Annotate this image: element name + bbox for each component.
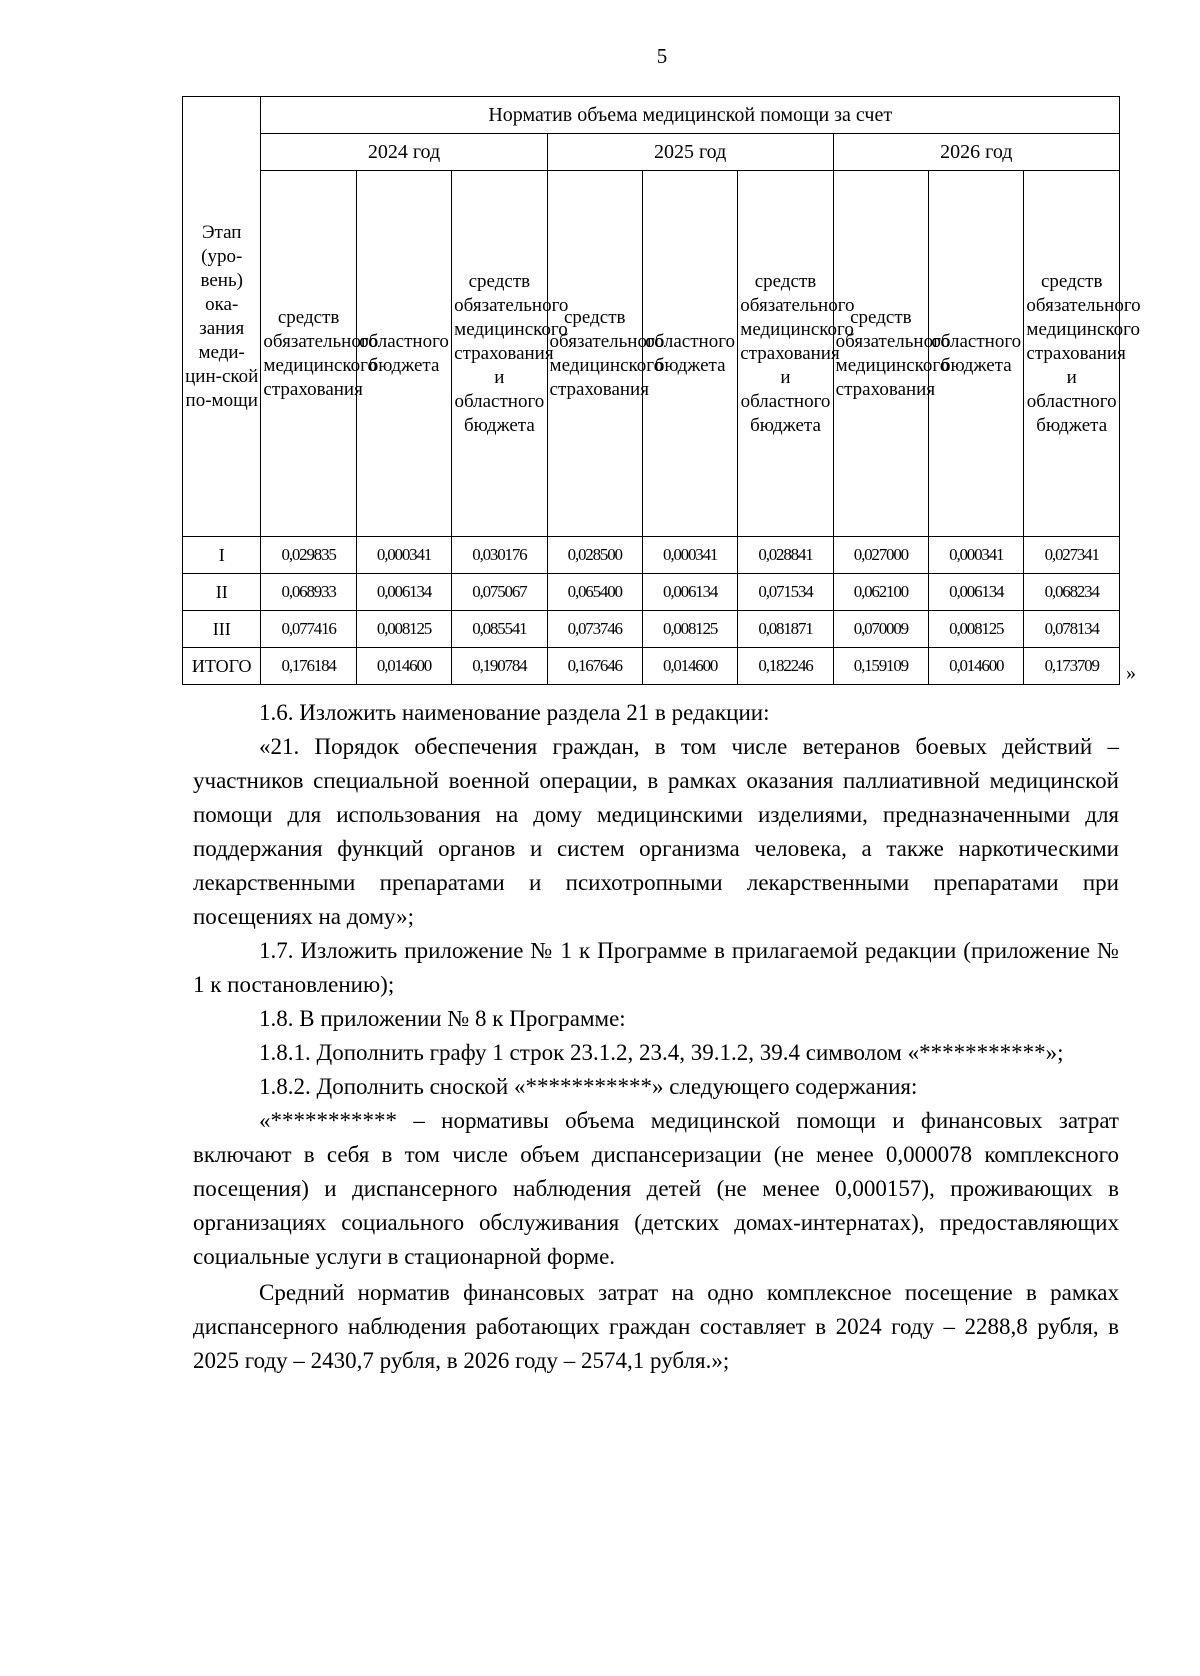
- stage-cell: ИТОГО: [183, 648, 261, 685]
- value-cell: 0,030176: [452, 537, 547, 574]
- sub-header-oms: средств обязательного медицинского страхования: [833, 171, 928, 537]
- sub-header-regional-budget: областного бюджета: [356, 171, 451, 537]
- paragraph: «*********** – нормативы объема медицинской помощи и финансовых затрат включают в себя в том числе объем диспансеризации (не менее 0,000078 комплексного посещения) и диспансерного наблюдения детей (не менее 0,000157), проживающих в организациях социального обслуживания (детских домах-интернатах), предоставляющих социальные услуги в стационарной форме.: [193, 1108, 1119, 1269]
- value-cell: 0,006134: [356, 574, 451, 611]
- paragraph: 1.8.2. Дополнить сноской «***********» следующего содержания:: [259, 1074, 918, 1099]
- value-cell: 0,070009: [833, 611, 928, 648]
- table-row-total: [183, 648, 1120, 685]
- paragraph: 1.8.1. Дополнить графу 1 строк 23.1.2, 23.4, 39.1.2, 39.4 символом «***********»;: [259, 1040, 1064, 1065]
- value-cell: 0,071534: [738, 574, 833, 611]
- stage-cell: I: [183, 537, 261, 574]
- value-cell: 0,000341: [356, 537, 451, 574]
- page-number: 5: [656, 44, 668, 68]
- sub-header-oms-and-budget: средств обязательного медицинского страхования и областного бюджета: [738, 171, 833, 537]
- value-cell: 0,008125: [356, 611, 451, 648]
- main-header: Норматив объема медицинской помощи за счет: [261, 97, 1120, 134]
- value-cell: 0,073746: [547, 611, 642, 648]
- value-cell: 0,014600: [356, 648, 451, 685]
- value-cell: 0,029835: [261, 537, 356, 574]
- value-cell: 0,000341: [642, 537, 737, 574]
- paragraph: 1.8. В приложении № 8 к Программе:: [259, 1006, 626, 1031]
- value-cell: 0,068933: [261, 574, 356, 611]
- value-cell: 0,078134: [1024, 611, 1120, 648]
- document-body: [193, 696, 1119, 1378]
- paragraph: 1.6. Изложить наименование раздела 21 в редакции:: [259, 700, 770, 725]
- value-cell: 0,159109: [833, 648, 928, 685]
- value-cell: 0,008125: [929, 611, 1024, 648]
- value-cell: 0,167646: [547, 648, 642, 685]
- normative-volume-table: [182, 96, 1141, 685]
- value-cell: 0,068234: [1024, 574, 1120, 611]
- stage-cell: II: [183, 574, 261, 611]
- year-header-2025: 2025 год: [547, 134, 833, 171]
- value-cell: 0,006134: [642, 574, 737, 611]
- stage-cell: III: [183, 611, 261, 648]
- value-cell: 0,006134: [929, 574, 1024, 611]
- value-cell: 0,000341: [929, 537, 1024, 574]
- sub-header-regional-budget: областного бюджета: [642, 171, 737, 537]
- table-row: [183, 611, 1120, 648]
- value-cell: 0,062100: [833, 574, 928, 611]
- sub-header-oms: средств обязательного медицинского страхования: [547, 171, 642, 537]
- value-cell: 0,173709: [1024, 648, 1120, 685]
- value-cell: 0,190784: [452, 648, 547, 685]
- value-cell: 0,077416: [261, 611, 356, 648]
- value-cell: 0,065400: [547, 574, 642, 611]
- value-cell: 0,028500: [547, 537, 642, 574]
- value-cell: 0,085541: [452, 611, 547, 648]
- value-cell: 0,075067: [452, 574, 547, 611]
- value-cell: 0,027341: [1024, 537, 1120, 574]
- paragraph: 1.7. Изложить приложение № 1 к Программе в прилагаемой редакции (приложение № 1 к постановлению);: [193, 938, 1119, 997]
- sub-header-regional-budget: областного бюджета: [929, 171, 1024, 537]
- value-cell: 0,014600: [642, 648, 737, 685]
- paragraph: «21. Порядок обеспечения граждан, в том числе ветеранов боевых действий – участников специальной военной операции, в рамках оказания паллиативной медицинской помощи для использования на дому медицинскими изделиями, предназначенными для поддержания функций органов и систем организма человека, а также наркотическими лекарственными препаратами и психотропными лекарственными препаратами при посещениях на дому»;: [193, 734, 1119, 929]
- value-cell: 0,081871: [738, 611, 833, 648]
- paragraph: Средний норматив финансовых затрат на одно комплексное посещение в рамках диспансерного наблюдения работающих граждан составляет в 2024 году – 2288,8 рубля, в 2025 году – 2430,7 рубля, в 2026 году – 2574,1 рубля.»;: [193, 1280, 1119, 1373]
- year-header-2024: 2024 год: [261, 134, 547, 171]
- year-header-2026: 2026 год: [833, 134, 1119, 171]
- table-row: [183, 537, 1120, 574]
- value-cell: 0,014600: [929, 648, 1024, 685]
- value-cell: 0,027000: [833, 537, 928, 574]
- value-cell: 0,182246: [738, 648, 833, 685]
- table-row: [183, 574, 1120, 611]
- table-closing-quote: »: [1126, 662, 1136, 684]
- stage-column-header: Этап (уро-вень) ока-зания меди-цин-ской по-мощи: [183, 97, 261, 537]
- sub-header-oms-and-budget: средств обязательного медицинского страхования и областного бюджета: [452, 171, 547, 537]
- sub-header-oms: средств обязательного медицинского страхования: [261, 171, 356, 537]
- value-cell: 0,008125: [642, 611, 737, 648]
- value-cell: 0,028841: [738, 537, 833, 574]
- sub-header-oms-and-budget: средств обязательного медицинского страхования и областного бюджета: [1024, 171, 1120, 537]
- value-cell: 0,176184: [261, 648, 356, 685]
